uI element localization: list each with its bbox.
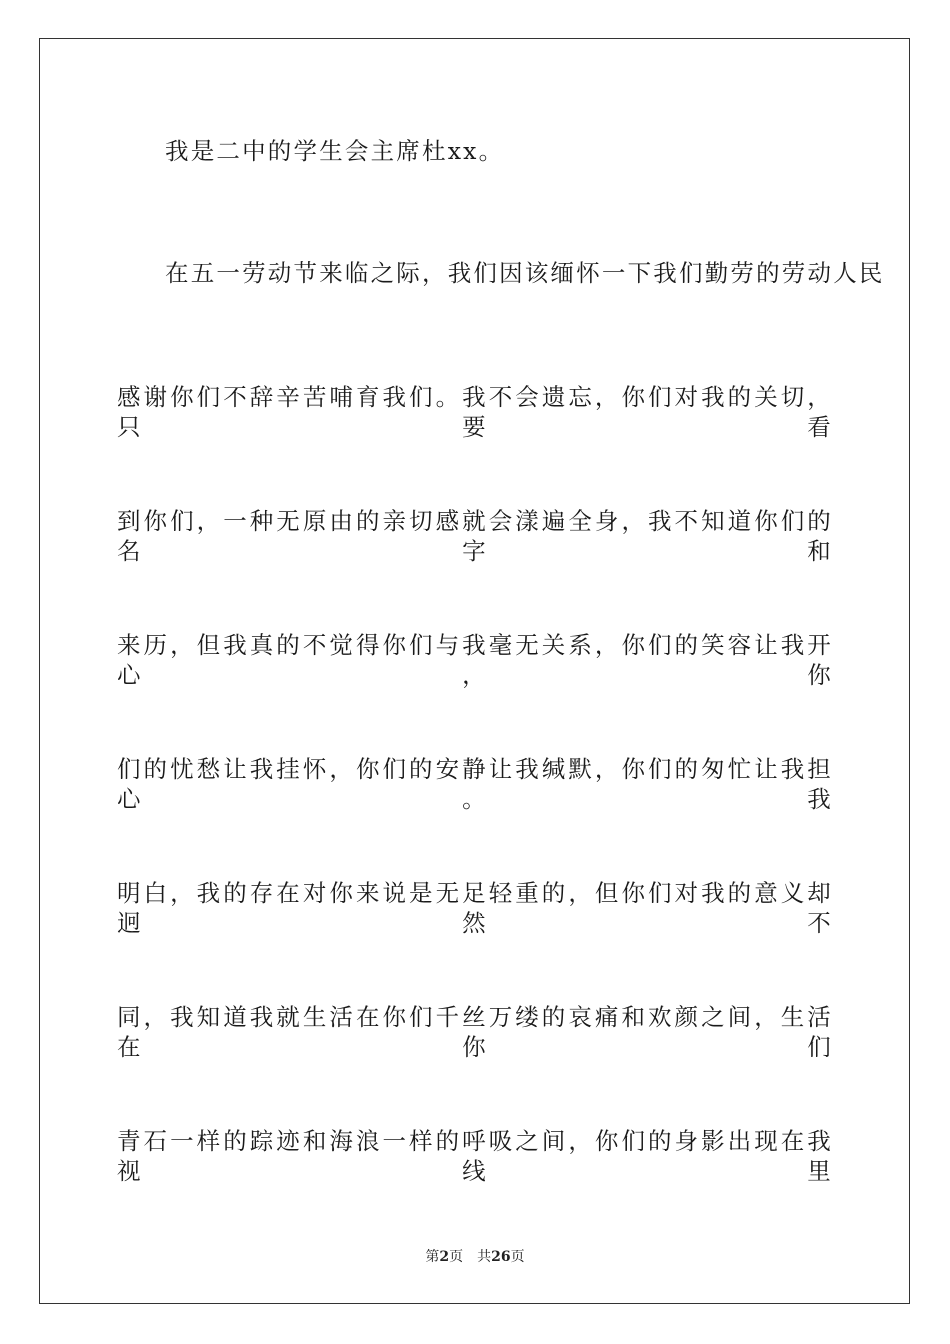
total-pages: 26 — [491, 1249, 511, 1265]
paragraph-line-9: 青石一样的踪迹和海浪一样的呼吸之间，你们的身影出现在我视线里 — [117, 1127, 833, 1185]
paragraph-line-6: 们的忧愁让我挂怀，你们的安静让我缄默，你们的匆忙让我担心。我 — [117, 755, 833, 813]
page-number: 2 — [439, 1249, 450, 1265]
page-suffix: 页 — [449, 1249, 464, 1265]
paragraph-line-7: 明白，我的存在对你来说是无足轻重的，但你们对我的意义却迥然不 — [117, 879, 833, 937]
total-prefix: 共 — [477, 1249, 492, 1265]
paragraph-line-1: 我是二中的学生会主席杜xx。 — [165, 137, 505, 165]
paragraph-line-3: 感谢你们不辞辛苦哺育我们。我不会遗忘，你们对我的关切，只要看 — [117, 383, 833, 441]
page-indicator — [425, 1249, 463, 1265]
paragraph-line-2: 在五一劳动节来临之际，我们因该缅怀一下我们勤劳的劳动人民 — [165, 259, 885, 287]
page-prefix: 第 — [425, 1249, 440, 1265]
paragraph-line-4: 到你们，一种无原由的亲切感就会漾遍全身，我不知道你们的名字和 — [117, 507, 833, 565]
total-pages-indicator — [477, 1249, 524, 1265]
page-footer — [0, 1248, 950, 1266]
paragraph-line-8: 同，我知道我就生活在你们千丝万缕的哀痛和欢颜之间，生活在你们 — [117, 1003, 833, 1061]
total-suffix: 页 — [510, 1249, 525, 1265]
paragraph-line-5: 来历，但我真的不觉得你们与我毫无关系，你们的笑容让我开心，你 — [117, 631, 833, 689]
